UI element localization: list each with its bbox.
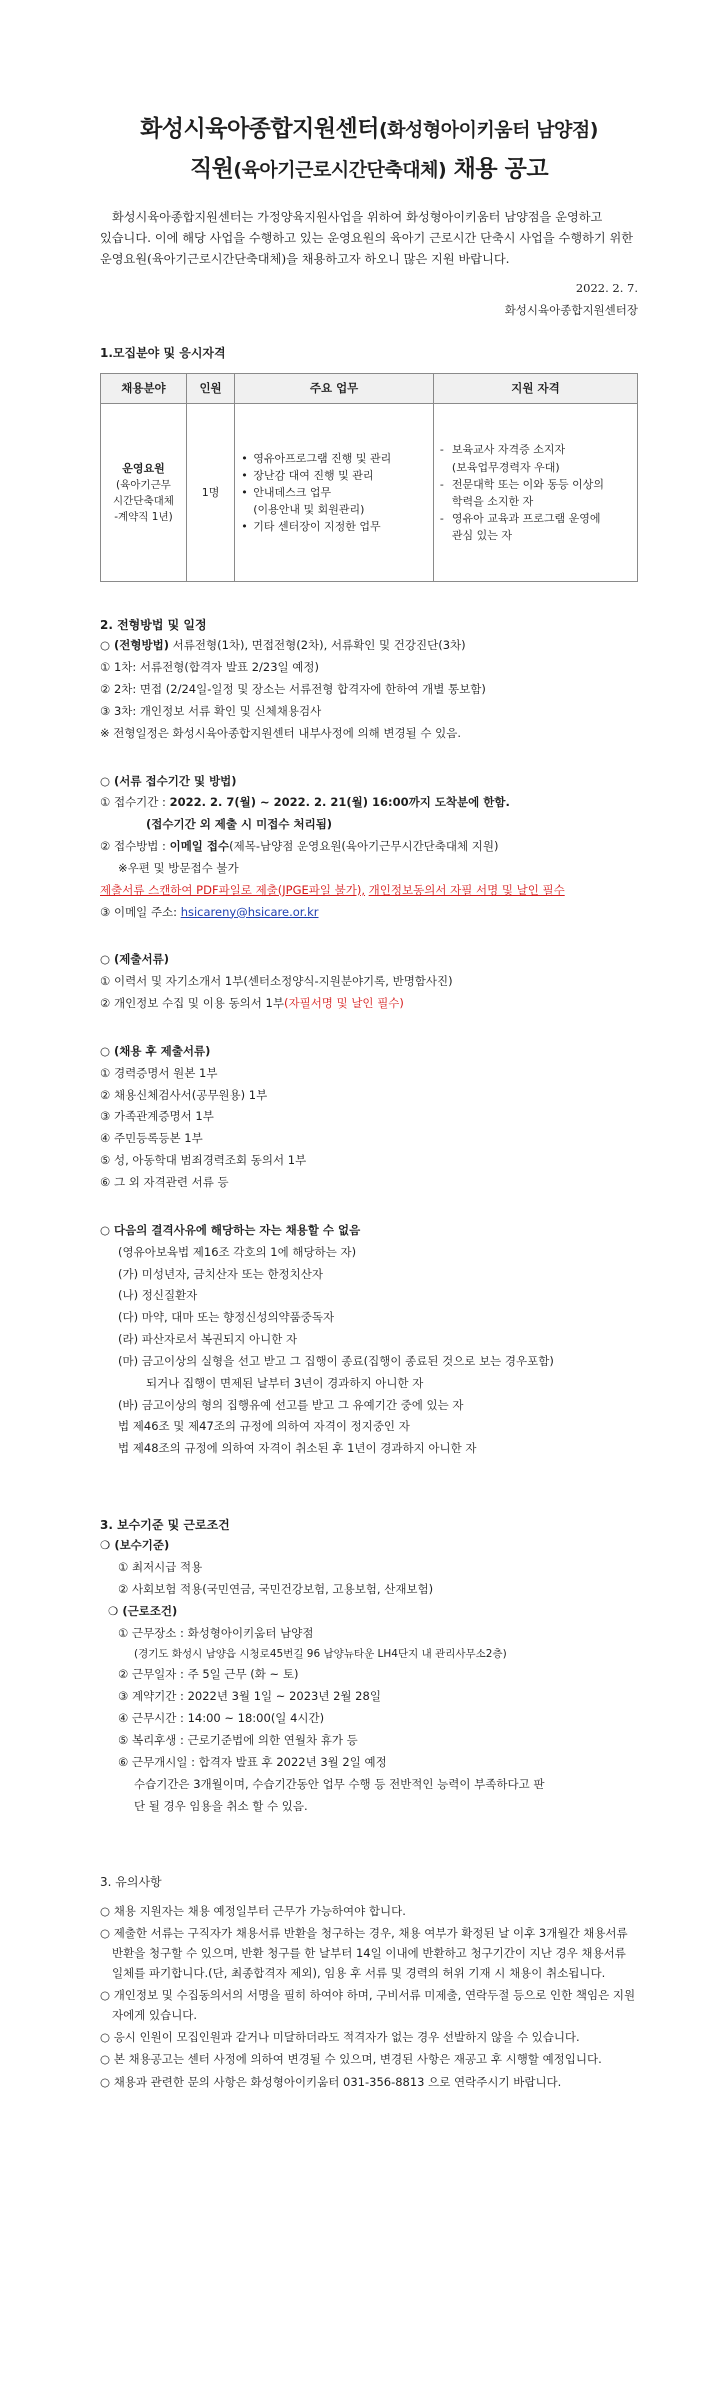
receipt-method: ② 접수방법 : 이메일 접수(제목-남양점 운영요원(육아기근무시간단축대체 지원)	[100, 839, 499, 854]
pay-heading: ❍ (보수기준)	[100, 1538, 170, 1553]
work-heading: ❍ (근로조건)	[108, 1603, 178, 1618]
work-item: 단 될 경우 임용을 취소 할 수 있음.	[134, 1798, 308, 1813]
documents-heading: ○ (제출서류)	[100, 952, 169, 967]
work-item: ④ 근무시간 : 14:00 ~ 18:00(일 4시간)	[118, 1711, 325, 1726]
note-item: ○ 본 채용공고는 센터 사정에 의하여 변경될 수 있으며, 변경된 사항은 재공고 후 시행할 예정입니다.	[100, 2052, 602, 2067]
disqualification-item: (라) 파산자로서 복권되지 아니한 자	[118, 1332, 298, 1347]
disqualification-item: (가) 미성년자, 금치산자 또는 한정치산자	[118, 1266, 323, 1281]
notes-list	[100, 1901, 638, 2092]
list-item: (보육업무경력자 우대)	[451, 460, 560, 474]
process-note: ※ 전형일정은 화성시육아종합지원센터 내부사정에 의해 변경될 수 있음.	[100, 725, 462, 740]
receipt-method-note: ※우편 및 방문접수 불가	[118, 860, 239, 875]
receipt-period: ① 접수기간 : 2022. 2. 7(월) ~ 2022. 2. 21(월) 16:00까지 도착분에 한함.	[100, 795, 510, 810]
disqualification-item: (영유아보육법 제16조 각호의 1에 해당하는 자)	[118, 1244, 357, 1259]
section-process-heading: 2. 전형방법 및 일정	[100, 618, 207, 633]
document-item: ② 개인정보 수집 및 이용 동의서 1부(자필서명 및 날인 필수)	[100, 996, 404, 1011]
list-item: • 영유아프로그램 진행 및 관리	[241, 450, 427, 467]
document-item: ① 이력서 및 자기소개서 1부(센터소정양식-지원분야기록, 반명함사진)	[100, 974, 453, 989]
section-notes-heading: 3. 유의사항	[100, 1875, 162, 1890]
job-posting-page	[0, 112, 720, 2092]
note-item: ○ 개인정보 및 수집동의서의 서명을 필히 하여야 하며, 구비서류 미제출, 연락두절 등으로 인한 책임은 지원자에게 있습니다.	[100, 1988, 636, 2023]
receipt-email: ③ 이메일 주소: hsicareny@hsicare.or.kr	[100, 904, 319, 919]
after-hire-heading: ○ (채용 후 제출서류)	[100, 1043, 211, 1058]
after-hire-item: ① 경력증명서 원본 1부	[100, 1065, 218, 1080]
table-header: 주요 업무	[235, 374, 434, 404]
issuer: 화성시육아종합지원센터장	[504, 303, 638, 318]
table-header: 채용분야	[101, 374, 187, 404]
title-line-2: 직원(육아기근로시간단축대체) 채용 공고	[189, 155, 549, 182]
note-item: ○ 응시 인원이 모집인원과 같거나 미달하더라도 적격자가 없는 경우 선발하지 않을 수 있습니다.	[100, 2030, 580, 2045]
after-hire-item: ④ 주민등록등본 1부	[100, 1131, 203, 1146]
table-header: 인원	[186, 374, 234, 404]
list-item: - 전문대학 또는 이와 동등 이상의	[440, 476, 631, 493]
disqualification-item: (마) 금고이상의 실형을 선고 받고 그 집행이 종료(집행이 종료된 것으로 보는 경우포함)	[118, 1353, 554, 1368]
table-row	[101, 404, 638, 582]
after-hire-item: ⑤ 성, 아동학대 범죄경력조회 동의서 1부	[100, 1153, 307, 1168]
list-item: 학력을 소지한 자	[451, 494, 534, 508]
qualifications-list	[440, 441, 631, 543]
table-header-row	[101, 374, 638, 404]
work-item: ① 근무장소 : 화성형아이키움터 남양점	[118, 1625, 314, 1640]
email-link[interactable]: hsicareny@hsicare.or.kr	[180, 904, 319, 919]
disqualification-item: (나) 정신질환자	[118, 1288, 198, 1303]
section-pay-heading: 3. 보수기준 및 근로조건	[100, 1518, 230, 1533]
disqualification-item: 되거나 집행이 면제된 날부터 3년이 경과하지 아니한 자	[146, 1375, 424, 1390]
disqualification-item: (바) 금고이상의 형의 집행유예 선고를 받고 그 유예기간 중에 있는 자	[118, 1397, 464, 1412]
table-header: 지원 자격	[433, 374, 637, 404]
disqualification-item: 법 제48조의 규정에 의하여 자격이 취소된 후 1년이 경과하지 아니한 자	[118, 1441, 477, 1456]
work-item: ⑤ 복리후생 : 근로기준법에 의한 연월차 휴가 등	[118, 1733, 358, 1748]
process-step: ① 1차: 서류전형(합격자 발표 2/23일 예정)	[100, 660, 319, 675]
section-recruitment-heading: 1.모집분야 및 응시자격	[100, 345, 226, 360]
posting-date: 2022. 2. 7.	[575, 281, 638, 296]
duties-cell	[235, 404, 434, 582]
list-item: • 기타 센터장이 지정한 업무	[241, 518, 427, 535]
field-cell: 운영요원 (육아기근무 시간단축대체 -계약직 1년)	[101, 404, 187, 582]
process-method: ○ (전형방법) 서류전형(1차), 면접전형(2차), 서류확인 및 건강진단(3차)	[100, 638, 466, 653]
after-hire-item: ② 채용신체검사서(공무원용) 1부	[100, 1087, 268, 1102]
work-item: ⑥ 근무개시일 : 합격자 발표 후 2022년 3월 2일 예정	[118, 1754, 387, 1769]
pay-item: ① 최저시급 적용	[118, 1560, 203, 1575]
work-item: 수습기간은 3개월이며, 수습기간동안 업무 수행 등 전반적인 능력이 부족하다고 판	[134, 1776, 545, 1791]
receipt-period-note: (접수기간 외 제출 시 미접수 처리됨)	[146, 817, 333, 832]
receipt-heading: ○ (서류 접수기간 및 방법)	[100, 773, 237, 788]
list-item: 관심 있는 자	[451, 528, 513, 542]
work-item: ③ 계약기간 : 2022년 3월 1일 ~ 2023년 2월 28일	[118, 1689, 381, 1704]
duties-list	[241, 450, 427, 535]
count-cell: 1명	[186, 404, 234, 582]
after-hire-item: ③ 가족관계증명서 1부	[100, 1109, 214, 1124]
note-item: ○ 채용 지원자는 채용 예정일부터 근무가 가능하여야 합니다.	[100, 1903, 406, 1918]
work-item: (경기도 화성시 남양읍 시청로45번길 96 남양뉴타운 LH4단지 내 관리사무소2층)	[134, 1647, 507, 1660]
note-item: ○ 채용과 관련한 문의 사항은 화성형아이키움터 031-356-8813 으로 연락주시기 바랍니다.	[100, 2074, 562, 2089]
receipt-warning: 제출서류 스캔하여 PDF파일로 제출(JPGE파일 불가), 개인정보동의서 자필 서명 및 날인 필수	[100, 882, 565, 897]
after-hire-item: ⑥ 그 외 자격관련 서류 등	[100, 1175, 229, 1190]
recruitment-table	[100, 373, 638, 582]
disqualification-item: (다) 마약, 대마 또는 향정신성의약품중독자	[118, 1310, 335, 1325]
list-item: • 장난감 대여 진행 및 관리	[241, 467, 427, 484]
page-title	[100, 112, 638, 187]
list-item: - 보육교사 자격증 소지자	[440, 441, 631, 458]
process-step: ③ 3차: 개인정보 서류 확인 및 신체채용검사	[100, 703, 322, 718]
process-step: ② 2차: 면접 (2/24일-일정 및 장소는 서류전형 합격자에 한하여 개별 통보함)	[100, 681, 486, 696]
disqualification-heading: ○ 다음의 결격사유에 해당하는 자는 채용할 수 없음	[100, 1222, 361, 1237]
list-item: • 안내데스크 업무	[241, 484, 427, 501]
list-item: (이용안내 및 회원관리)	[253, 503, 365, 517]
note-item: ○ 제출한 서류는 구직자가 채용서류 반환을 청구하는 경우, 채용 여부가 확정된 날 이후 3개월간 채용서류 반환을 청구할 수 있으며, 반환 청구를 한 날부터 14일 이내에 반환하고 청구기간이 지난 경우 채용서류 일체를 파기합니다.(단, 최종합격자 제외), 임용 후 서류 및 경력의 허위 기재 시 채용이 취소됩니다.	[100, 1925, 628, 1980]
title-line-1: 화성시육아종합지원센터(화성형아이키움터 남양점)	[140, 116, 598, 142]
work-item: ② 근무일자 : 주 5일 근무 (화 ~ 토)	[118, 1667, 299, 1682]
pay-item: ② 사회보험 적용(국민연금, 국민건강보험, 고용보험, 산재보험)	[118, 1582, 434, 1597]
list-item: - 영유아 교육과 프로그램 운영에	[440, 510, 631, 527]
qualifications-cell	[433, 404, 637, 582]
intro-paragraph: 화성시육아종합지원센터는 가정양육지원사업을 위하여 화성형아이키움터 남양점을 운영하고 있습니다. 이에 해당 사업을 수행하고 있는 운영요원의 육아기 근로시간 단축시 사업을 수행하기 위한 운영요원(육아기근로시간단축대체)을 채용하고자 하오니 많은 지원 바랍니다.	[100, 210, 634, 267]
disqualification-item: 법 제46조 및 제47조의 규정에 의하여 자격이 정지중인 자	[118, 1419, 410, 1434]
